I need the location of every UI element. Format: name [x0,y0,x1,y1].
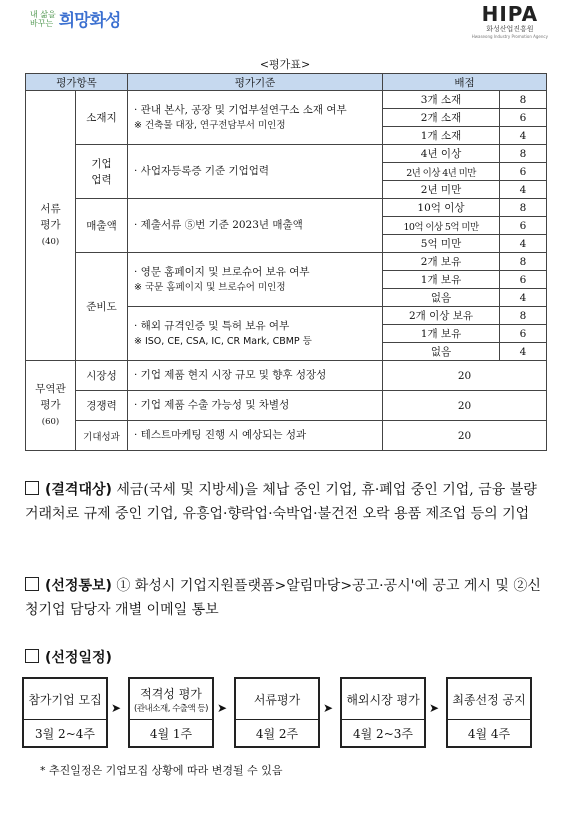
criteria-sales: · 제출서류 ⑤번 기준 2023년 매출액 [128,199,383,253]
level-cell: 3개 소재 [383,91,500,109]
criteria-prep-2-note: ※ ISO, CE, CSA, IC, CR Mark, CBMP 등 [134,335,312,347]
step-date: 4월 2~3주 [353,726,413,741]
criteria-prep-1-note: ※ 국문 홈페이지 및 브로슈어 미인정 [134,281,286,293]
criteria-location-note: ※ 건축물 대장, 연구전담부서 미인정 [134,119,286,131]
group-document-eval [26,91,76,361]
step-date: 4월 4주 [467,726,511,741]
score-cell: 8 [500,199,547,217]
score-market: 20 [383,361,547,391]
item-history: 기업 업력 [76,145,128,199]
group-trade-label: 무역관 평가 [35,383,66,411]
criteria-compete: · 기업 제품 수출 가능성 및 차별성 [128,391,383,421]
criteria-prep-2-text: · 해외 규격인증 및 특허 보유 여부 [134,319,290,332]
schedule-heading [25,646,550,670]
schedule-title: (선정일정) [45,650,112,666]
checkbox-square-icon [25,577,39,591]
arrow-right-icon: ➤ [323,701,334,715]
criteria-prep-1-text: · 영문 홈페이지 및 브로슈어 보유 여부 [134,265,310,278]
criteria-location [128,91,383,145]
level-cell: 2년 이상 4년 미만 [383,163,500,181]
group-document-points: (40) [41,237,60,247]
hipa-mark: HIPA [481,2,539,26]
step-title: 참가기업 모집 [24,679,106,720]
logo-slogan-1: 내 삶을 [30,9,56,19]
score-cell: 6 [500,217,547,235]
score-cell: 8 [500,145,547,163]
level-cell: 1개 소재 [383,127,500,145]
score-cell: 6 [500,109,547,127]
schedule-step [446,677,532,748]
group-trade-eval [26,361,76,451]
score-cell: 6 [500,163,547,181]
step-date: 4월 1주 [149,726,193,741]
arrow-right-icon: ➤ [217,701,228,715]
disqualify-text: 세금(국세 및 지방세)을 체납 중인 기업, 휴·폐업 중인 기업, 금융 불량 거래처로 규제 중인 기업, 유흥업·향락업·숙박업·불건전 오락 용품 제조업 등의 기업 [25,482,537,522]
arrow-right-icon: ➤ [111,701,122,715]
footnote: * 추진일정은 기업모집 상황에 따라 변경될 수 있음 [40,764,283,777]
table-title: <평가표> [259,58,311,71]
level-cell: 2개 소재 [383,109,500,127]
level-cell: 없음 [383,343,500,361]
hipa-logo [472,2,548,39]
level-cell: 1개 보유 [383,325,500,343]
score-cell: 4 [500,235,547,253]
disqualify-title: (결격대상) [45,482,112,498]
group-trade-points: (60) [41,417,60,427]
item-competitiveness: 경쟁력 [76,391,128,421]
level-cell: 4년 이상 [383,145,500,163]
score-cell: 8 [500,253,547,271]
score-cell: 6 [500,325,547,343]
arrow-right-icon: ➤ [429,701,440,715]
checkbox-square-icon [25,481,39,495]
schedule-step [128,677,214,748]
step-title: 적격성 평가 [140,686,202,701]
schedule-flow [22,677,552,749]
schedule-step [234,677,320,748]
level-cell: 5억 미만 [383,235,500,253]
score-cell: 4 [500,181,547,199]
step-title-block [130,679,212,720]
evaluation-table [25,73,547,451]
level-cell: 1개 보유 [383,271,500,289]
criteria-prep-1 [128,253,383,307]
item-location: 소재지 [76,91,128,145]
hope-hwaseong-logo [30,6,120,31]
header-category: 평가항목 [26,74,128,91]
step-subtitle: (관내소재, 수출액 등) [134,703,208,714]
score-cell: 8 [500,91,547,109]
criteria-history: · 사업자등록증 기준 기업업력 [128,145,383,199]
header-criteria: 평가기준 [128,74,383,91]
score-cell: 6 [500,271,547,289]
item-preparedness: 준비도 [76,253,128,361]
logo-text: 희망화성 [58,11,121,31]
level-cell: 2개 이상 보유 [383,307,500,325]
level-cell: 없음 [383,289,500,307]
disqualify-paragraph [25,478,550,526]
notice-text: ① 화성시 기업지원플랫폼>알림마당>공고·공시'에 공고 게시 및 ②신청기업 담당자 개별 이메일 통보 [25,578,541,618]
level-cell: 2년 미만 [383,181,500,199]
step-date: 3월 2~4주 [35,726,95,741]
criteria-expect: · 테스트마케팅 진행 시 예상되는 성과 [128,421,383,451]
level-cell: 10억 이상 [383,199,500,217]
level-cell: 2개 보유 [383,253,500,271]
hipa-tiny: Hwaseong Industry Promotion Agency [471,34,548,39]
score-expect: 20 [383,421,547,451]
criteria-market: · 기업 제품 현지 시장 규모 및 향후 성장성 [128,361,383,391]
item-sales: 매출액 [76,199,128,253]
logo-slogan-2: 바꾸는 [30,18,54,28]
score-compete: 20 [383,391,547,421]
group-document-label: 서류 평가 [40,203,61,231]
step-title: 서류평가 [236,679,318,720]
notice-title: (선정통보) [45,578,112,594]
notice-paragraph [25,574,550,622]
score-cell: 4 [500,127,547,145]
checkbox-square-icon [25,649,39,663]
criteria-location-text: · 관내 본사, 공장 및 기업부설연구소 소재 여부 [134,103,347,116]
score-cell: 4 [500,343,547,361]
hipa-sub: 화성산업진흥원 [486,25,534,33]
schedule-step [340,677,426,748]
item-marketability: 시장성 [76,361,128,391]
criteria-prep-2 [128,307,383,361]
score-cell: 8 [500,307,547,325]
item-expected-results: 기대성과 [76,421,128,451]
step-title: 해외시장 평가 [342,679,424,720]
step-date: 4월 2주 [255,726,299,741]
schedule-step [22,677,108,748]
step-title: 최종선정 공지 [448,679,530,720]
score-cell: 4 [500,289,547,307]
level-cell: 10억 이상 5억 미만 [383,217,500,235]
header-score: 배점 [383,74,547,91]
